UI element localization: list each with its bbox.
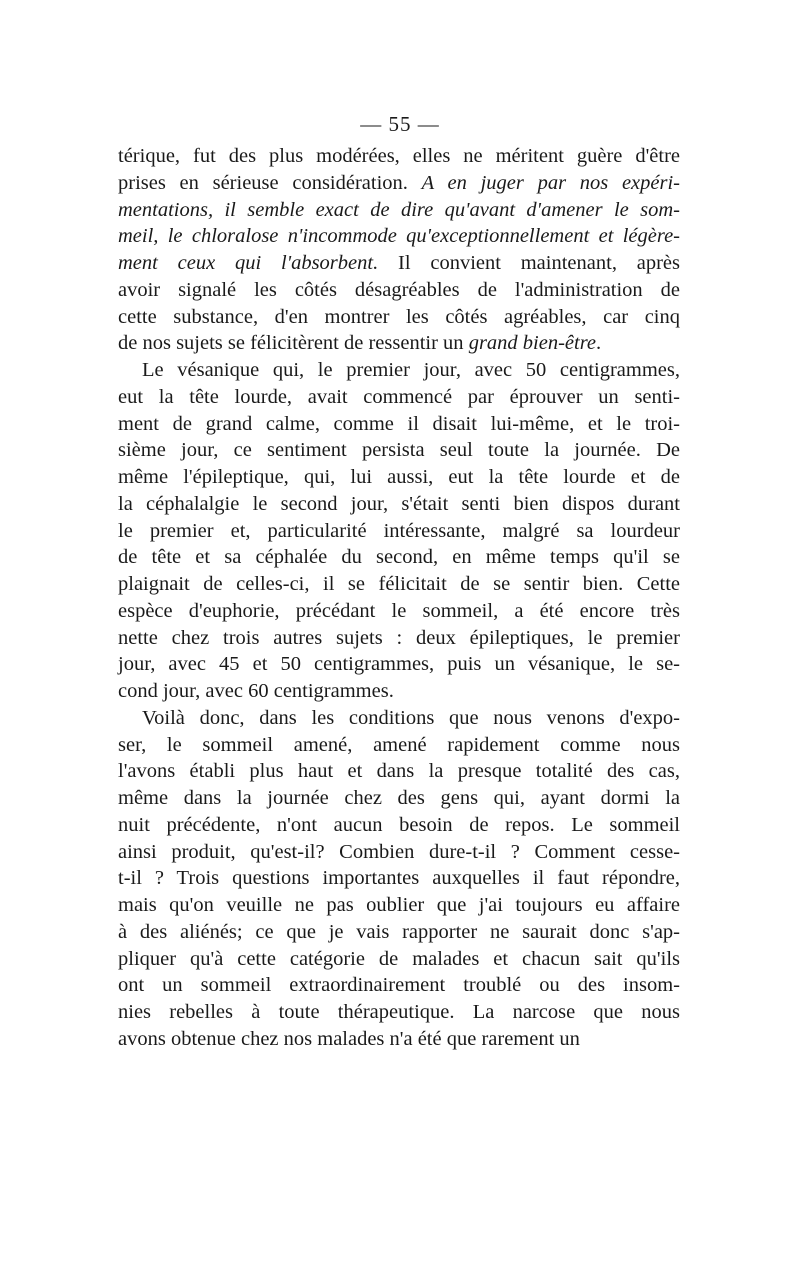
italic-text: meil, le chloralose n'incommode qu'exceptionnellement et légère-: [118, 225, 680, 248]
text-line: [118, 892, 680, 919]
text-segment: de tête et sa céphalée du second, en même temps qu'il se: [118, 546, 680, 569]
text-line: [118, 544, 680, 571]
text-segment: Voilà donc, dans les conditions que nous venons d'expo-: [142, 706, 680, 729]
text-line: [118, 678, 680, 705]
text-line: [118, 625, 680, 652]
italic-text: grand bien-être: [468, 332, 597, 355]
text-segment: pliquer qu'à cette catégorie de malades et chacun sait qu'ils: [118, 947, 680, 970]
text-line: [118, 277, 680, 304]
text-line: [118, 518, 680, 545]
text-segment: cond jour, avec 60 centigrammes.: [118, 680, 394, 702]
text-segment: nuit précédente, n'ont aucun besoin de repos. Le sommeil: [118, 813, 680, 836]
text-segment: de nos sujets se félicitèrent de ressentir un: [118, 332, 469, 355]
text-segment: térique, fut des plus modérées, elles ne méritent guère d'être: [118, 145, 680, 167]
paragraph: [118, 357, 680, 705]
text-segment: le premier et, particularité intéressante, malgré sa lourdeur: [118, 519, 680, 542]
text-line: [118, 384, 680, 411]
text-segment: avons obtenue chez nos malades n'a été que rarement un: [118, 1027, 580, 1050]
text-line: [118, 919, 680, 946]
text-line: [118, 972, 680, 999]
text-segment: sième jour, ce sentiment persista seul toute la journée. De: [118, 439, 680, 462]
text-segment: avoir signalé les côtés désagréables de l'administration de: [118, 278, 680, 301]
text-line: [118, 143, 680, 170]
text-segment: la céphalalgie le second jour, s'était senti bien dispos durant: [118, 492, 680, 515]
text-segment: nies rebelles à toute thérapeutique. La narcose que nous: [118, 1001, 680, 1023]
text-line: [118, 839, 680, 866]
text-line: [118, 357, 680, 384]
text-line: [118, 197, 680, 224]
italic-text: A en juger par nos expéri-: [421, 171, 681, 194]
text-line: [118, 170, 680, 197]
text-segment: même dans la journée chez des gens qui, ayant dormi la: [118, 787, 680, 809]
text-line: [118, 223, 680, 250]
text-segment: Le vésanique qui, le premier jour, avec 50 centigrammes,: [142, 359, 680, 381]
text-line: [118, 411, 680, 438]
text-line: [118, 946, 680, 973]
text-segment: ser, le sommeil amené, amené rapidement comme nous: [118, 733, 680, 756]
italic-text: mentations, il semble exact de dire qu'avant d'amener le som-: [118, 198, 680, 221]
text-line: [118, 758, 680, 785]
text-line: [118, 705, 680, 732]
paragraph: [118, 705, 680, 1053]
text-segment: nette chez trois autres sujets : deux épileptiques, le premier: [118, 626, 680, 649]
text-line: [118, 865, 680, 892]
italic-text: ment ceux qui l'absorbent.: [118, 252, 379, 274]
text-segment: .: [596, 332, 602, 355]
text-line: [118, 330, 680, 357]
text-segment: ainsi produit, qu'est-il? Combien dure-t-il ? Comment cesse-: [118, 840, 680, 863]
text-line: [118, 785, 680, 812]
text-segment: cette substance, d'en montrer les côtés agréables, car cinq: [118, 305, 680, 328]
text-segment: ont un sommeil extraordinairement troublé ou des insom-: [118, 974, 680, 997]
page-number: — 55 —: [360, 112, 440, 136]
text-line: [118, 1026, 680, 1053]
text-segment: plaignait de celles-ci, il se félicitait de se sentir bien. Cette: [118, 573, 680, 595]
text-segment: t-il ? Trois questions importantes auxquelles il faut répondre,: [118, 867, 680, 890]
text-line: [118, 250, 680, 277]
paragraph: [118, 143, 680, 357]
text-segment: eut la tête lourde, avait commencé par éprouver un senti-: [118, 385, 680, 408]
text-line: [118, 304, 680, 331]
text-line: [118, 571, 680, 598]
text-line: [118, 437, 680, 464]
text-line: [118, 598, 680, 625]
text-segment: Il convient maintenant, après: [378, 252, 681, 274]
text-line: [118, 491, 680, 518]
text-line: [118, 732, 680, 759]
text-segment: mais qu'on veuille ne pas oublier que j'ai toujours eu affaire: [118, 894, 680, 916]
text-segment: ment de grand calme, comme il disait lui-même, et le troi-: [118, 412, 680, 435]
text-line: [118, 464, 680, 491]
text-segment: à des aliénés; ce que je vais rapporter ne saurait donc s'ap-: [118, 920, 680, 943]
text-segment: même l'épileptique, qui, lui aussi, eut la tête lourde et de: [118, 466, 680, 488]
text-line: [118, 651, 680, 678]
body-text: [118, 143, 680, 1053]
text-line: [118, 999, 680, 1026]
text-segment: jour, avec 45 et 50 centigrammes, puis un vésanique, le se-: [118, 653, 680, 676]
text-segment: l'avons établi plus haut et dans la presque totalité des cas,: [118, 760, 680, 783]
text-segment: prises en sérieuse considération.: [118, 171, 422, 194]
text-line: [118, 812, 680, 839]
text-segment: espèce d'euphorie, précédant le sommeil, a été encore très: [118, 599, 680, 622]
